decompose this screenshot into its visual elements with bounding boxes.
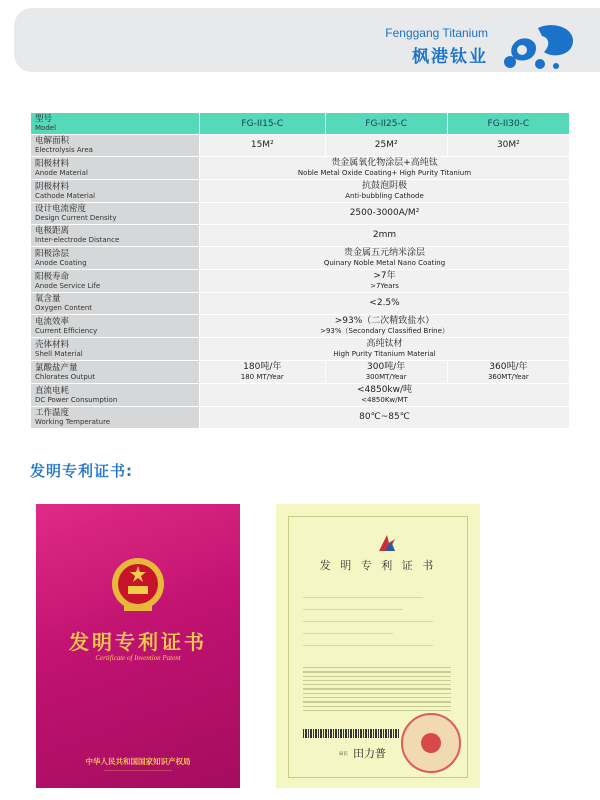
row-label bbox=[31, 225, 200, 247]
row-label bbox=[31, 113, 200, 135]
table-row bbox=[31, 135, 570, 157]
value-en: Quinary Noble Metal Nano Coating bbox=[323, 259, 446, 267]
header-bar bbox=[14, 8, 600, 72]
value-cn: 贵金属五元纳米涂层 bbox=[343, 248, 425, 258]
value-cn: >93%（二次精致盐水） bbox=[334, 316, 435, 326]
label-en: Anode Coating bbox=[35, 258, 87, 267]
table-row bbox=[31, 203, 570, 225]
field-line bbox=[303, 633, 393, 634]
value-cell bbox=[325, 135, 447, 157]
label-cn: 阴极材料 bbox=[35, 181, 70, 192]
label-en: Working Temperature bbox=[35, 418, 111, 426]
label-en: Electrolysis Area bbox=[35, 146, 93, 154]
model-cell: FG-II25-C bbox=[325, 113, 447, 135]
row-label bbox=[31, 157, 200, 180]
row-label bbox=[31, 180, 200, 203]
row-label bbox=[31, 203, 200, 225]
label-cn: 设计电流密度 bbox=[35, 204, 87, 214]
national-emblem-icon bbox=[108, 554, 168, 616]
value-cn: 80℃~85℃ bbox=[359, 412, 410, 422]
table-row bbox=[31, 293, 570, 315]
model-cell: FG-II15-C bbox=[200, 113, 326, 135]
table-row bbox=[31, 315, 570, 338]
field-line bbox=[303, 597, 423, 598]
value-cn: 360吨/年 bbox=[489, 362, 528, 372]
label-en: Current Efficiency bbox=[35, 326, 98, 335]
table-row bbox=[31, 270, 570, 293]
value-cell bbox=[200, 315, 570, 338]
cover-title: 发明专利证书 bbox=[69, 630, 207, 654]
patent-certificate-page bbox=[276, 504, 480, 788]
signature: 田力普 bbox=[353, 747, 386, 760]
value-cell bbox=[325, 361, 447, 384]
value-cell bbox=[200, 407, 570, 429]
value-cn: 180吨/年 bbox=[243, 362, 282, 372]
value-cn: 2mm bbox=[372, 230, 397, 240]
certificate-title: 发 明 专 利 证 书 bbox=[319, 559, 437, 572]
value-cell bbox=[200, 203, 570, 225]
label-en: Oxygen Content bbox=[35, 304, 93, 312]
label-en: Chlorates Output bbox=[35, 372, 95, 381]
table-row bbox=[31, 225, 570, 247]
official-seal-icon bbox=[401, 713, 461, 773]
field-line bbox=[303, 609, 403, 610]
value-cell bbox=[447, 361, 569, 384]
label-en: DC Power Consumption bbox=[35, 395, 118, 404]
value-cell bbox=[200, 384, 570, 407]
value-text: 15M² bbox=[250, 140, 274, 150]
cover-issuer-en-line: ————————————————— bbox=[104, 768, 172, 773]
label-cn: 氯酸盐产量 bbox=[35, 362, 78, 373]
table-row bbox=[31, 407, 570, 429]
row-label bbox=[31, 407, 200, 429]
label-cn: 阳极寿命 bbox=[35, 271, 70, 282]
sipo-logo-icon bbox=[375, 533, 399, 555]
value-cell bbox=[200, 225, 570, 247]
value-cell bbox=[200, 247, 570, 270]
label-en: Inter-electrode Distance bbox=[35, 236, 120, 244]
fenggang-logo-icon bbox=[500, 22, 580, 74]
value-en: Noble Metal Oxide Coating+ High Purity Titanium bbox=[297, 169, 472, 177]
label-cn: 氧含量 bbox=[35, 294, 61, 304]
value-cn: 300吨/年 bbox=[367, 362, 406, 372]
label-cn: 型号 bbox=[35, 114, 53, 124]
value-en: 360MT/Year bbox=[487, 373, 529, 381]
label-en: Design Current Density bbox=[35, 214, 117, 222]
table-row bbox=[31, 247, 570, 270]
value-cn: 2500-3000A/M² bbox=[349, 208, 420, 218]
field-line bbox=[303, 645, 433, 646]
patent-certificate-cover bbox=[36, 504, 240, 788]
row-label bbox=[31, 338, 200, 361]
table-row bbox=[31, 384, 570, 407]
row-label bbox=[31, 135, 200, 157]
row-label bbox=[31, 315, 200, 338]
brand-name-en: Fenggang Titanium bbox=[385, 26, 488, 40]
value-en: <4850Kw/MT bbox=[361, 396, 408, 404]
value-en: 300MT/Year bbox=[365, 373, 407, 381]
cover-subtitle: Certificate of Invention Patent bbox=[95, 654, 181, 662]
value-cell bbox=[200, 361, 326, 384]
value-cn: <2.5% bbox=[369, 298, 400, 308]
value-cell bbox=[200, 135, 326, 157]
value-cell bbox=[200, 338, 570, 361]
label-cn: 工作温度 bbox=[35, 408, 70, 418]
row-label bbox=[31, 293, 200, 315]
spec-table bbox=[30, 112, 570, 429]
row-label bbox=[31, 384, 200, 407]
brand-name-cn: 枫港钛业 bbox=[412, 47, 488, 67]
value-cell bbox=[200, 157, 570, 180]
table-header-row bbox=[31, 113, 570, 135]
label-en: Anode Material bbox=[35, 168, 88, 177]
label-cn: 电流效率 bbox=[35, 316, 70, 327]
value-cell bbox=[200, 270, 570, 293]
table-row bbox=[31, 157, 570, 180]
value-cn: 贵金属氧化物涂层+高纯钛 bbox=[331, 158, 438, 168]
value-en: High Purity Titanium Material bbox=[333, 350, 436, 358]
barcode-icon bbox=[303, 729, 399, 738]
value-en: >7Years bbox=[370, 282, 399, 290]
table-row bbox=[31, 361, 570, 384]
value-text: 30M² bbox=[496, 140, 520, 150]
label-en: Cathode Material bbox=[35, 191, 96, 200]
cover-issuer: 中华人民共和国国家知识产权局 bbox=[85, 757, 191, 766]
value-cn: <4850kw/吨 bbox=[356, 385, 413, 395]
table-row bbox=[31, 338, 570, 361]
value-cn: 高纯钛材 bbox=[366, 339, 403, 349]
row-label bbox=[31, 361, 200, 384]
label-cn: 电解面积 bbox=[35, 136, 70, 146]
label-en: Model bbox=[35, 124, 57, 132]
value-text: 25M² bbox=[374, 140, 398, 150]
patent-section-title: 发明专利证书: bbox=[30, 462, 133, 480]
signature-label: 局长 bbox=[339, 752, 348, 757]
value-cell bbox=[200, 180, 570, 203]
label-en: Anode Service Life bbox=[35, 281, 101, 290]
value-en: 180 MT/Year bbox=[240, 373, 284, 381]
label-cn: 阳极材料 bbox=[35, 158, 70, 169]
label-cn: 直流电耗 bbox=[35, 385, 70, 396]
label-cn: 壳体材料 bbox=[35, 339, 70, 350]
model-cell: FG-II30-C bbox=[447, 113, 569, 135]
value-cell bbox=[447, 135, 569, 157]
label-cn: 阳极涂层 bbox=[35, 248, 70, 259]
certificate-body-text bbox=[303, 667, 451, 714]
value-cn: 抗鼓泡阴极 bbox=[361, 181, 407, 191]
table-row bbox=[31, 180, 570, 203]
label-en: Shell Material bbox=[35, 349, 83, 358]
certificate-border bbox=[288, 516, 468, 778]
field-line bbox=[303, 621, 433, 622]
value-cn: >7年 bbox=[373, 271, 396, 281]
value-en: >93%（Secondary Classified Brine） bbox=[320, 327, 449, 335]
value-cell bbox=[200, 293, 570, 315]
label-cn: 电极距离 bbox=[35, 226, 70, 236]
row-label bbox=[31, 270, 200, 293]
value-en: Anti-bubbling Cathode bbox=[345, 192, 424, 200]
row-label bbox=[31, 247, 200, 270]
